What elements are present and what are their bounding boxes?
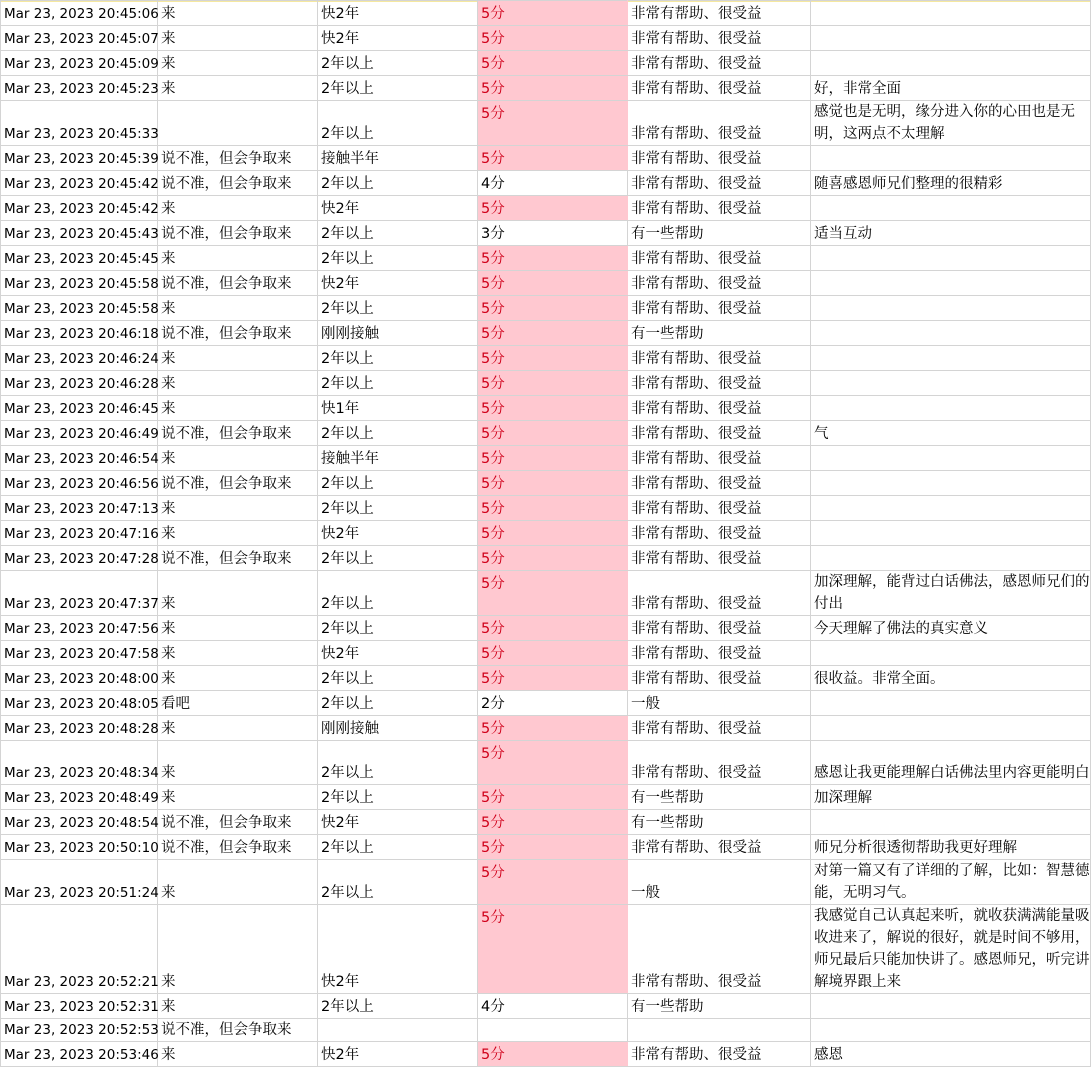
table-body [1,1,1091,1067]
duration-cell[interactable]: 2年以上 [318,346,478,371]
helpfulness-cell[interactable]: 非常有帮助、很受益 [628,346,811,371]
score-cell[interactable]: 5分 [478,905,628,994]
timestamp-cell[interactable]: Mar 23, 2023 20:48:05 [1,691,158,716]
comment-cell[interactable] [811,146,1091,171]
helpfulness-cell[interactable]: 非常有帮助、很受益 [628,1,811,26]
attendance-cell[interactable]: 说不准，但会争取来 [158,171,318,196]
comment-cell[interactable]: 感觉也是无明，缘分进入你的心田也是无明，这两点不太理解 [811,101,1091,146]
timestamp-cell[interactable]: Mar 23, 2023 20:45:42 [1,171,158,196]
timestamp-cell[interactable]: Mar 23, 2023 20:46:54 [1,446,158,471]
table-row [1,446,1091,471]
timestamp-cell[interactable]: Mar 23, 2023 20:47:28 [1,546,158,571]
score-cell[interactable]: 5分 [478,785,628,810]
score-cell[interactable]: 5分 [478,346,628,371]
table-row [1,1,1091,26]
comment-cell[interactable] [811,546,1091,571]
helpfulness-cell[interactable]: 非常有帮助、很受益 [628,196,811,221]
timestamp-cell[interactable]: Mar 23, 2023 20:45:45 [1,246,158,271]
table-row [1,146,1091,171]
attendance-cell[interactable]: 说不准，但会争取来 [158,1019,318,1042]
comment-cell[interactable]: 好，非常全面 [811,76,1091,101]
table-row [1,421,1091,446]
score-cell[interactable]: 5分 [478,571,628,616]
score-cell[interactable]: 5分 [478,666,628,691]
attendance-cell[interactable]: 说不准，但会争取来 [158,221,318,246]
helpfulness-cell[interactable]: 非常有帮助、很受益 [628,496,811,521]
table-row [1,271,1091,296]
table-row [1,835,1091,860]
duration-cell[interactable] [318,1019,478,1042]
duration-cell[interactable]: 2年以上 [318,691,478,716]
comment-cell[interactable]: 感恩 [811,1042,1091,1067]
timestamp-cell[interactable]: Mar 23, 2023 20:52:21 [1,905,158,994]
score-cell[interactable]: 5分 [478,471,628,496]
score-cell[interactable]: 5分 [478,146,628,171]
timestamp-cell[interactable]: Mar 23, 2023 20:48:54 [1,810,158,835]
table-row [1,741,1091,785]
attendance-cell[interactable]: 来 [158,994,318,1019]
timestamp-cell[interactable]: Mar 23, 2023 20:48:34 [1,741,158,785]
score-cell[interactable]: 5分 [478,546,628,571]
helpfulness-cell[interactable]: 非常有帮助、很受益 [628,716,811,741]
timestamp-cell[interactable]: Mar 23, 2023 20:48:28 [1,716,158,741]
timestamp-cell[interactable]: Mar 23, 2023 20:47:13 [1,496,158,521]
helpfulness-cell[interactable]: 非常有帮助、很受益 [628,835,811,860]
score-cell[interactable]: 2分 [478,691,628,716]
duration-cell[interactable]: 快2年 [318,196,478,221]
comment-cell[interactable] [811,521,1091,546]
attendance-cell[interactable]: 来 [158,785,318,810]
score-cell[interactable]: 5分 [478,641,628,666]
score-cell[interactable]: 5分 [478,196,628,221]
score-cell[interactable]: 5分 [478,1,628,26]
duration-cell[interactable]: 2年以上 [318,496,478,521]
helpfulness-cell[interactable]: 非常有帮助、很受益 [628,51,811,76]
comment-cell[interactable] [811,716,1091,741]
attendance-cell[interactable]: 来 [158,1042,318,1067]
table-row [1,76,1091,101]
score-cell[interactable]: 4分 [478,994,628,1019]
comment-cell[interactable]: 感恩让我更能理解白话佛法里内容更能明白 [811,741,1091,785]
attendance-cell[interactable]: 来 [158,741,318,785]
table-row [1,571,1091,616]
duration-cell[interactable]: 快1年 [318,396,478,421]
score-cell[interactable]: 5分 [478,396,628,421]
duration-cell[interactable]: 2年以上 [318,994,478,1019]
comment-cell[interactable] [811,496,1091,521]
timestamp-cell[interactable]: Mar 23, 2023 20:45:58 [1,271,158,296]
timestamp-cell[interactable]: Mar 23, 2023 20:50:10 [1,835,158,860]
duration-cell[interactable]: 快2年 [318,1,478,26]
comment-cell[interactable]: 今天理解了佛法的真实意义 [811,616,1091,641]
timestamp-cell[interactable]: Mar 23, 2023 20:46:45 [1,396,158,421]
comment-cell[interactable] [811,396,1091,421]
attendance-cell[interactable]: 来 [158,716,318,741]
comment-cell[interactable]: 师兄分析很透彻帮助我更好理解 [811,835,1091,860]
duration-cell[interactable]: 2年以上 [318,741,478,785]
helpfulness-cell[interactable]: 非常有帮助、很受益 [628,101,811,146]
attendance-cell[interactable]: 来 [158,246,318,271]
table-row [1,171,1091,196]
duration-cell[interactable]: 2年以上 [318,246,478,271]
duration-cell[interactable]: 快2年 [318,1042,478,1067]
duration-cell[interactable]: 刚刚接触 [318,321,478,346]
score-cell[interactable]: 5分 [478,371,628,396]
helpfulness-cell[interactable]: 非常有帮助、很受益 [628,146,811,171]
comment-cell[interactable] [811,296,1091,321]
duration-cell[interactable]: 快2年 [318,641,478,666]
table-row [1,521,1091,546]
score-cell[interactable]: 5分 [478,26,628,51]
duration-cell[interactable]: 快2年 [318,810,478,835]
table-row [1,371,1091,396]
duration-cell[interactable]: 2年以上 [318,835,478,860]
timestamp-cell[interactable]: Mar 23, 2023 20:45:06 [1,1,158,26]
attendance-cell[interactable]: 来 [158,371,318,396]
helpfulness-cell[interactable]: 非常有帮助、很受益 [628,271,811,296]
comment-cell[interactable]: 我感觉自己认真起来听，就收获满满能量吸收进来了，解说的很好，就是时间不够用，师兄最后只能加快讲了。感恩师兄，听完讲解境界跟上来 [811,905,1091,994]
helpfulness-cell[interactable]: 有一些帮助 [628,994,811,1019]
helpfulness-cell[interactable]: 非常有帮助、很受益 [628,246,811,271]
table-row [1,196,1091,221]
score-cell[interactable]: 5分 [478,1042,628,1067]
helpfulness-cell[interactable]: 非常有帮助、很受益 [628,571,811,616]
score-cell[interactable]: 5分 [478,446,628,471]
table-row [1,810,1091,835]
comment-cell[interactable]: 随喜感恩师兄们整理的很精彩 [811,171,1091,196]
duration-cell[interactable]: 2年以上 [318,546,478,571]
score-cell[interactable]: 5分 [478,521,628,546]
score-cell[interactable] [478,1019,628,1042]
table-row [1,641,1091,666]
duration-cell[interactable]: 接触半年 [318,146,478,171]
helpfulness-cell[interactable]: 有一些帮助 [628,785,811,810]
duration-cell[interactable]: 2年以上 [318,296,478,321]
table-row [1,785,1091,810]
helpfulness-cell[interactable]: 非常有帮助、很受益 [628,471,811,496]
score-cell[interactable]: 5分 [478,246,628,271]
table-row [1,346,1091,371]
timestamp-cell[interactable]: Mar 23, 2023 20:51:24 [1,860,158,905]
helpfulness-cell[interactable]: 有一些帮助 [628,221,811,246]
table-row [1,691,1091,716]
table-row [1,496,1091,521]
table-row [1,1042,1091,1067]
table-row [1,546,1091,571]
comment-cell[interactable] [811,641,1091,666]
score-cell[interactable]: 5分 [478,741,628,785]
helpfulness-cell[interactable]: 非常有帮助、很受益 [628,26,811,51]
table-row [1,321,1091,346]
table-row [1,246,1091,271]
score-cell[interactable]: 5分 [478,860,628,905]
helpfulness-cell[interactable]: 非常有帮助、很受益 [628,396,811,421]
timestamp-cell[interactable]: Mar 23, 2023 20:48:49 [1,785,158,810]
attendance-cell[interactable]: 来 [158,641,318,666]
helpfulness-cell[interactable]: 非常有帮助、很受益 [628,546,811,571]
helpfulness-cell[interactable]: 非常有帮助、很受益 [628,741,811,785]
attendance-cell[interactable]: 说不准，但会争取来 [158,835,318,860]
duration-cell[interactable]: 2年以上 [318,101,478,146]
duration-cell[interactable]: 2年以上 [318,171,478,196]
duration-cell[interactable]: 2年以上 [318,571,478,616]
attendance-cell[interactable]: 说不准，但会争取来 [158,271,318,296]
duration-cell[interactable]: 接触半年 [318,446,478,471]
score-cell[interactable]: 3分 [478,221,628,246]
timestamp-cell[interactable]: Mar 23, 2023 20:45:39 [1,146,158,171]
attendance-cell[interactable]: 来 [158,860,318,905]
attendance-cell[interactable]: 来 [158,616,318,641]
duration-cell[interactable]: 刚刚接触 [318,716,478,741]
duration-cell[interactable]: 2年以上 [318,666,478,691]
attendance-cell[interactable]: 说不准，但会争取来 [158,146,318,171]
table-row [1,1019,1091,1042]
comment-cell[interactable]: 适当互动 [811,221,1091,246]
table-row [1,860,1091,905]
attendance-cell[interactable]: 来 [158,26,318,51]
helpfulness-cell[interactable]: 非常有帮助、很受益 [628,666,811,691]
duration-cell[interactable]: 快2年 [318,521,478,546]
timestamp-cell[interactable]: Mar 23, 2023 20:46:28 [1,371,158,396]
comment-cell[interactable] [811,371,1091,396]
comment-cell[interactable] [811,246,1091,271]
comment-cell[interactable]: 加深理解，能背过白话佛法，感恩师兄们的付出 [811,571,1091,616]
attendance-cell[interactable]: 来 [158,666,318,691]
table-row [1,994,1091,1019]
timestamp-cell[interactable]: Mar 23, 2023 20:47:16 [1,521,158,546]
attendance-cell[interactable]: 说不准，但会争取来 [158,471,318,496]
comment-cell[interactable] [811,1019,1091,1042]
table-row [1,471,1091,496]
helpfulness-cell[interactable]: 非常有帮助、很受益 [628,76,811,101]
timestamp-cell[interactable]: Mar 23, 2023 20:47:37 [1,571,158,616]
comment-cell[interactable]: 气 [811,421,1091,446]
duration-cell[interactable]: 快2年 [318,271,478,296]
score-cell[interactable]: 5分 [478,271,628,296]
score-cell[interactable]: 5分 [478,496,628,521]
timestamp-cell[interactable]: Mar 23, 2023 20:53:46 [1,1042,158,1067]
duration-cell[interactable]: 2年以上 [318,860,478,905]
helpfulness-cell[interactable]: 非常有帮助、很受益 [628,905,811,994]
score-cell[interactable]: 5分 [478,321,628,346]
attendance-cell[interactable]: 说不准，但会争取来 [158,421,318,446]
comment-cell[interactable] [811,994,1091,1019]
score-cell[interactable]: 5分 [478,101,628,146]
helpfulness-cell[interactable]: 非常有帮助、很受益 [628,171,811,196]
helpfulness-cell[interactable]: 非常有帮助、很受益 [628,421,811,446]
timestamp-cell[interactable]: Mar 23, 2023 20:46:18 [1,321,158,346]
timestamp-cell[interactable]: Mar 23, 2023 20:52:31 [1,994,158,1019]
attendance-cell[interactable]: 来 [158,571,318,616]
helpfulness-cell[interactable]: 非常有帮助、很受益 [628,296,811,321]
timestamp-cell[interactable]: Mar 23, 2023 20:45:42 [1,196,158,221]
duration-cell[interactable]: 快2年 [318,26,478,51]
attendance-cell[interactable]: 说不准，但会争取来 [158,321,318,346]
table-row [1,101,1091,146]
timestamp-cell[interactable]: Mar 23, 2023 20:46:24 [1,346,158,371]
helpfulness-cell[interactable]: 非常有帮助、很受益 [628,371,811,396]
attendance-cell[interactable]: 来 [158,51,318,76]
table-row [1,221,1091,246]
attendance-cell[interactable]: 来 [158,446,318,471]
helpfulness-cell[interactable]: 非常有帮助、很受益 [628,641,811,666]
helpfulness-cell[interactable]: 一般 [628,860,811,905]
attendance-cell[interactable]: 来 [158,905,318,994]
attendance-cell[interactable]: 来 [158,1,318,26]
attendance-cell[interactable] [158,101,318,146]
score-cell[interactable]: 5分 [478,835,628,860]
comment-cell[interactable] [811,196,1091,221]
table-row [1,296,1091,321]
table-row [1,616,1091,641]
timestamp-cell[interactable]: Mar 23, 2023 20:45:58 [1,296,158,321]
comment-cell[interactable] [811,321,1091,346]
helpfulness-cell[interactable]: 非常有帮助、很受益 [628,446,811,471]
timestamp-cell[interactable]: Mar 23, 2023 20:52:53 [1,1019,158,1042]
duration-cell[interactable]: 2年以上 [318,221,478,246]
table-row [1,26,1091,51]
attendance-cell[interactable]: 来 [158,196,318,221]
duration-cell[interactable]: 2年以上 [318,51,478,76]
table-row [1,666,1091,691]
comment-cell[interactable]: 对第一篇又有了详细的了解，比如：智慧德能，无明习气。 [811,860,1091,905]
timestamp-cell[interactable]: Mar 23, 2023 20:45:07 [1,26,158,51]
helpfulness-cell[interactable]: 有一些帮助 [628,321,811,346]
timestamp-cell[interactable]: Mar 23, 2023 20:45:33 [1,101,158,146]
timestamp-cell[interactable]: Mar 23, 2023 20:45:43 [1,221,158,246]
helpfulness-cell[interactable]: 一般 [628,691,811,716]
helpfulness-cell[interactable]: 非常有帮助、很受益 [628,521,811,546]
attendance-cell[interactable]: 来 [158,296,318,321]
duration-cell[interactable]: 2年以上 [318,76,478,101]
attendance-cell[interactable]: 说不准，但会争取来 [158,810,318,835]
duration-cell[interactable]: 2年以上 [318,616,478,641]
score-cell[interactable]: 5分 [478,51,628,76]
comment-cell[interactable] [811,691,1091,716]
score-cell[interactable]: 5分 [478,616,628,641]
attendance-cell[interactable]: 来 [158,346,318,371]
comment-cell[interactable]: 很收益。非常全面。 [811,666,1091,691]
comment-cell[interactable] [811,26,1091,51]
duration-cell[interactable]: 2年以上 [318,471,478,496]
comment-cell[interactable] [811,446,1091,471]
timestamp-cell[interactable]: Mar 23, 2023 20:47:58 [1,641,158,666]
timestamp-cell[interactable]: Mar 23, 2023 20:45:23 [1,76,158,101]
duration-cell[interactable]: 2年以上 [318,421,478,446]
timestamp-cell[interactable]: Mar 23, 2023 20:46:56 [1,471,158,496]
comment-cell[interactable] [811,810,1091,835]
score-cell[interactable]: 5分 [478,76,628,101]
helpfulness-cell[interactable] [628,1019,811,1042]
comment-cell[interactable] [811,51,1091,76]
helpfulness-cell[interactable]: 有一些帮助 [628,810,811,835]
timestamp-cell[interactable]: Mar 23, 2023 20:48:00 [1,666,158,691]
score-cell[interactable]: 4分 [478,171,628,196]
score-cell[interactable]: 5分 [478,296,628,321]
attendance-cell[interactable]: 来 [158,396,318,421]
timestamp-cell[interactable]: Mar 23, 2023 20:46:49 [1,421,158,446]
helpfulness-cell[interactable]: 非常有帮助、很受益 [628,616,811,641]
comment-cell[interactable] [811,346,1091,371]
comment-cell[interactable] [811,1,1091,26]
score-cell[interactable]: 5分 [478,716,628,741]
duration-cell[interactable]: 2年以上 [318,371,478,396]
table-row [1,396,1091,421]
attendance-cell[interactable]: 来 [158,521,318,546]
comment-cell[interactable] [811,471,1091,496]
comment-cell[interactable] [811,271,1091,296]
duration-cell[interactable]: 2年以上 [318,785,478,810]
attendance-cell[interactable]: 说不准，但会争取来 [158,546,318,571]
timestamp-cell[interactable]: Mar 23, 2023 20:47:56 [1,616,158,641]
table-row [1,905,1091,994]
attendance-cell[interactable]: 来 [158,496,318,521]
score-cell[interactable]: 5分 [478,810,628,835]
table-row [1,716,1091,741]
table-row [1,51,1091,76]
timestamp-cell[interactable]: Mar 23, 2023 20:45:09 [1,51,158,76]
attendance-cell[interactable]: 看吧 [158,691,318,716]
helpfulness-cell[interactable]: 非常有帮助、很受益 [628,1042,811,1067]
comment-cell[interactable]: 加深理解 [811,785,1091,810]
duration-cell[interactable]: 快2年 [318,905,478,994]
score-cell[interactable]: 5分 [478,421,628,446]
attendance-cell[interactable]: 来 [158,76,318,101]
